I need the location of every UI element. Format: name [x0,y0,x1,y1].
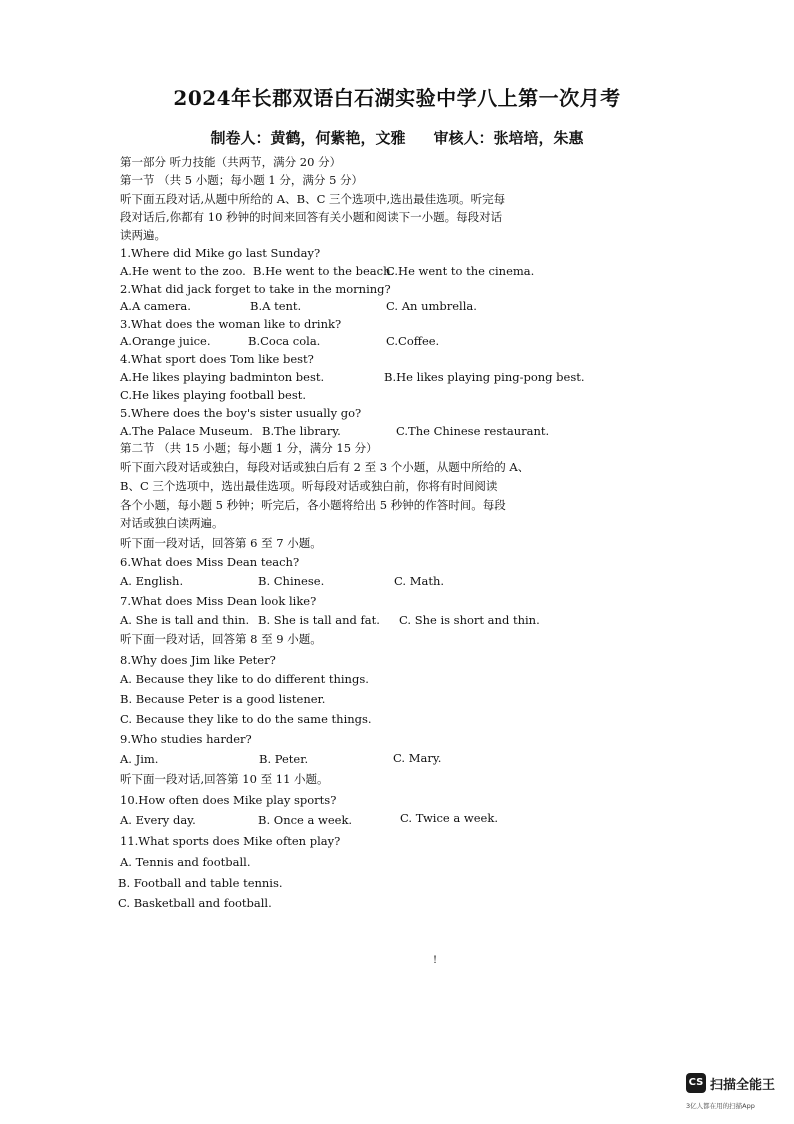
option-8c: C. Because they like to do the same things. [120,712,372,726]
option-2a: A.A camera. [120,299,191,313]
option-5b: B.The library. [262,424,341,438]
option-2b: B.A tent. [250,299,302,313]
question-7: 7.What does Miss Dean look like? [120,594,317,608]
dialogue-lead: 听下面一段对话，回答第 6 至 7 小题。 [120,536,322,550]
section1-heading: 第一节 （共 5 小题；每小题 1 分，满分 5 分） [120,173,364,187]
option-11c: C. Basketball and football. [118,896,272,910]
question-4: 4.What sport does Tom like best? [120,352,314,366]
option-4b: B.He likes playing ping-pong best. [384,370,585,384]
option-11a: A. Tennis and football. [120,855,251,869]
page-title: 2024年长郡双语白石湖实验中学八上第一次月考 [173,86,621,110]
option-10c: C. Twice a week. [400,811,498,825]
option-10a: A. Every day. [120,813,196,827]
question-10: 10.How often does Mike play sports? [120,793,337,807]
option-3b: B.Coca cola. [248,334,321,348]
section2-instruction-line: 对话或独白读两遍。 [120,516,224,530]
question-2: 2.What did jack forget to take in the morning? [120,282,391,296]
authors-line [0,127,794,148]
option-9c: C. Mary. [393,751,442,765]
section2-instruction-line: 各个小题，每小题 5 秒钟；听完后，各小题将给出 5 秒钟的作答时间。每段 [120,498,506,512]
section2-heading: 第二节 （共 15 小题；每小题 1 分，满分 15 分） [120,441,378,455]
option-9a: A. Jim. [120,752,159,766]
option-7a: A. She is tall and thin. [120,613,250,627]
watermark-name: 扫描全能王 [710,1078,776,1093]
option-6c: C. Math. [394,574,445,588]
option-8b: B. Because Peter is a good listener. [120,692,326,706]
question-8: 8.Why does Jim like Peter? [120,653,276,667]
question-5: 5.Where does the boy's sister usually go? [120,406,362,420]
question-1: 1.Where did Mike go last Sunday? [120,246,321,260]
question-6: 6.What does Miss Dean teach? [120,555,300,569]
option-9b: B. Peter. [259,752,309,766]
makers-text: 制卷人：黄鹤，何紫艳，文雅 [210,129,406,147]
option-1c: C.He went to the cinema. [386,264,535,278]
option-6b: B. Chinese. [258,574,325,588]
option-4c: C.He likes playing football best. [120,388,307,402]
question-11: 11.What sports does Mike often play? [120,834,341,848]
option-3c: C.Coffee. [386,334,440,348]
option-3a: A.Orange juice. [120,334,211,348]
option-1a: A.He went to the zoo. [120,264,246,278]
option-6a: A. English. [120,574,184,588]
reviewers-text: 审核人：张培培，朱惠 [433,129,584,147]
section2-instruction-line: 听下面六段对话或独白，每段对话或独白后有 2 至 3 个小题，从题中所给的 A、 [120,460,530,474]
option-1b: B.He went to the beach. [253,264,395,278]
part1-heading: 第一部分 听力技能（共两节，满分 20 分） [120,155,342,169]
section1-instruction-line: 听下面五段对话,从题中所给的 A、B、C 三个选项中,选出最佳选项。听完每 [120,192,506,206]
section1-instruction-line: 段对话后,你都有 10 秒钟的时间来回答有关小题和阅读下一小题。每段对话 [120,210,503,224]
option-2c: C. An umbrella. [386,299,477,313]
dialogue-lead: 听下面一段对话,回答第 10 至 11 小题。 [120,772,329,786]
option-10b: B. Once a week. [258,813,353,827]
option-4a: A.He likes playing badminton best. [120,370,325,384]
stray-mark: ! [433,955,438,966]
section1-instruction-line: 读两遍。 [120,228,166,242]
camscanner-logo-icon: CS [686,1073,706,1093]
option-5c: C.The Chinese restaurant. [396,424,550,438]
option-7c: C. She is short and thin. [399,613,540,627]
option-7b: B. She is tall and fat. [258,613,380,627]
question-9: 9.Who studies harder? [120,732,252,746]
question-3: 3.What does the woman like to drink? [120,317,342,331]
dialogue-lead: 听下面一段对话，回答第 8 至 9 小题。 [120,632,322,646]
camscanner-watermark [686,1073,782,1115]
section2-instruction-line: B、C 三个选项中，选出最佳选项。听每段对话或独白前，你将有时间阅读 [120,479,498,493]
option-11b: B. Football and table tennis. [118,876,283,890]
watermark-tagline: 3亿人都在用的扫描App [686,1102,755,1110]
option-8a: A. Because they like to do different things. [120,672,369,686]
option-5a: A.The Palace Museum. [120,424,253,438]
